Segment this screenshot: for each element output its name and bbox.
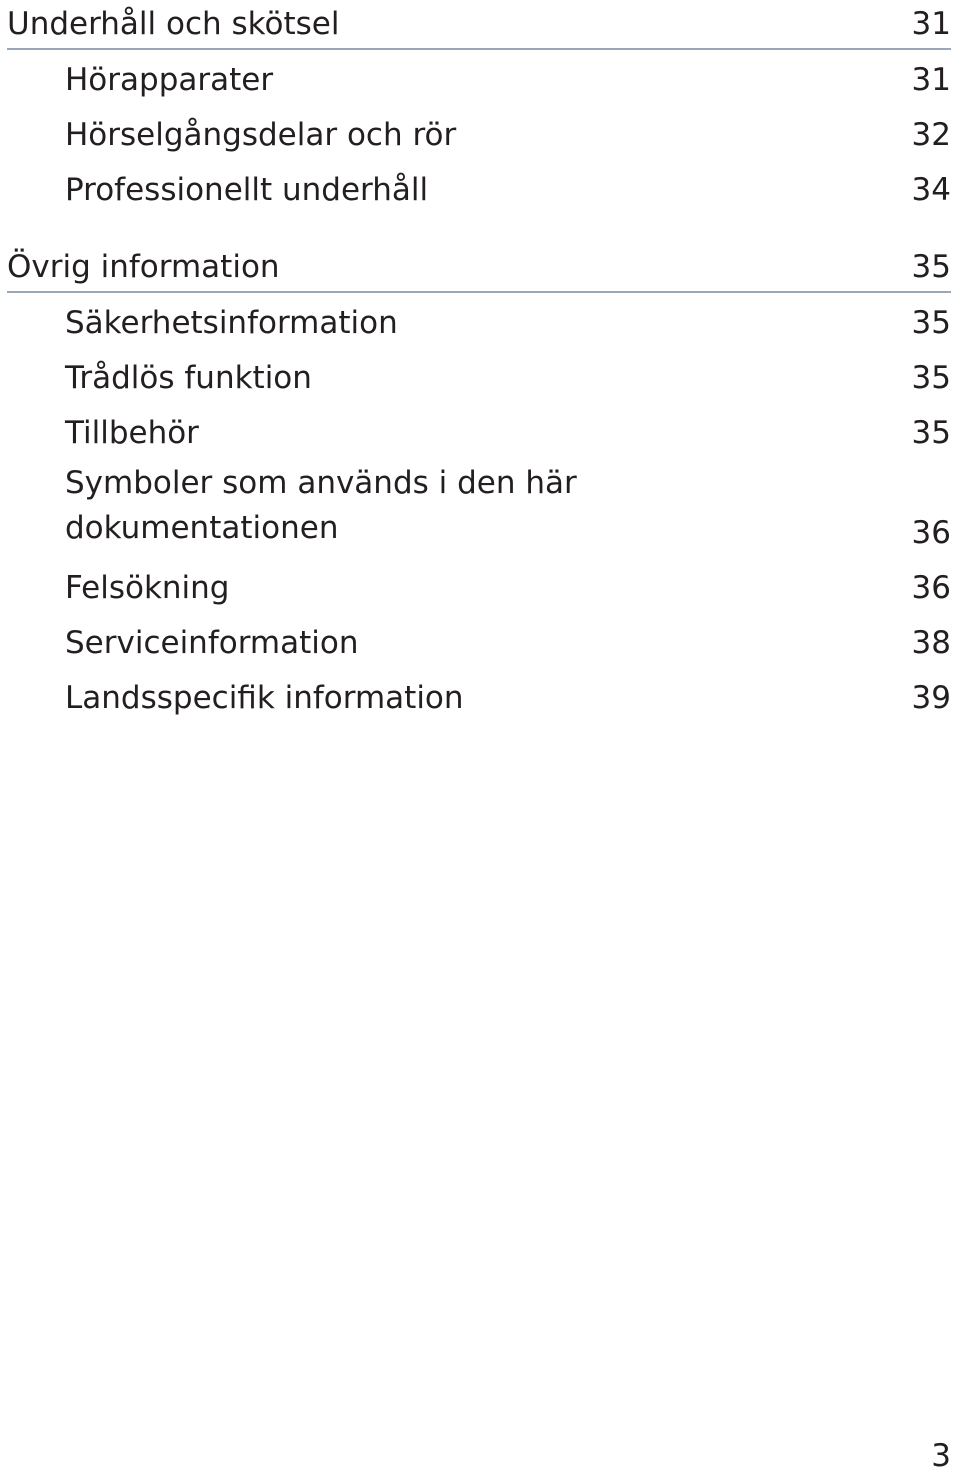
entry-page-number: 35 [911,360,951,396]
entry-label: Säkerhetsinformation [65,305,398,341]
page-number: 3 [931,1438,951,1474]
toc-section-ovrig [0,243,960,723]
entry-page-number: 39 [911,680,951,716]
entry-label: Landsspecifik information [65,680,464,716]
entry-page-number: 32 [911,117,951,153]
entry-page-number: 31 [911,62,951,98]
entry-label-line-2: dokumentationen [65,510,339,546]
entry-page-number: 34 [911,172,951,208]
entry-label: Professionellt underhåll [65,172,429,208]
toc-entry[interactable] [65,668,951,723]
table-of-contents [0,0,960,723]
toc-entry[interactable] [65,613,951,668]
entry-page-number: 36 [911,515,951,551]
entry-label [65,461,667,551]
section-title: Övrig information [7,249,280,285]
entry-page-number: 35 [911,415,951,451]
entry-page-number: 38 [911,625,951,661]
entry-label: Trådlös funktion [65,360,312,396]
entry-label: Hörapparater [65,62,274,98]
section-title: Underhåll och skötsel [7,6,340,42]
section-page-number: 35 [911,249,951,285]
toc-section-heading[interactable] [7,0,951,50]
entry-label: Felsökning [65,570,230,606]
toc-entry[interactable] [65,105,951,160]
toc-section-underhall [0,0,960,215]
toc-entry[interactable] [65,458,951,558]
entry-label-line-1: Symboler som används i den här [65,465,577,501]
entry-label: Tillbehör [65,415,199,451]
toc-entry[interactable] [65,50,951,105]
toc-section-heading[interactable] [7,243,951,293]
toc-entry[interactable] [65,160,951,215]
toc-entry[interactable] [65,348,951,403]
toc-entry[interactable] [65,293,951,348]
entry-label: Serviceinformation [65,625,359,661]
entry-page-number: 36 [911,570,951,606]
entry-label: Hörselgångsdelar och rör [65,117,457,153]
section-page-number: 31 [911,6,951,42]
entry-page-number: 35 [911,305,951,341]
toc-entry[interactable] [65,403,951,458]
toc-entry[interactable] [65,558,951,613]
